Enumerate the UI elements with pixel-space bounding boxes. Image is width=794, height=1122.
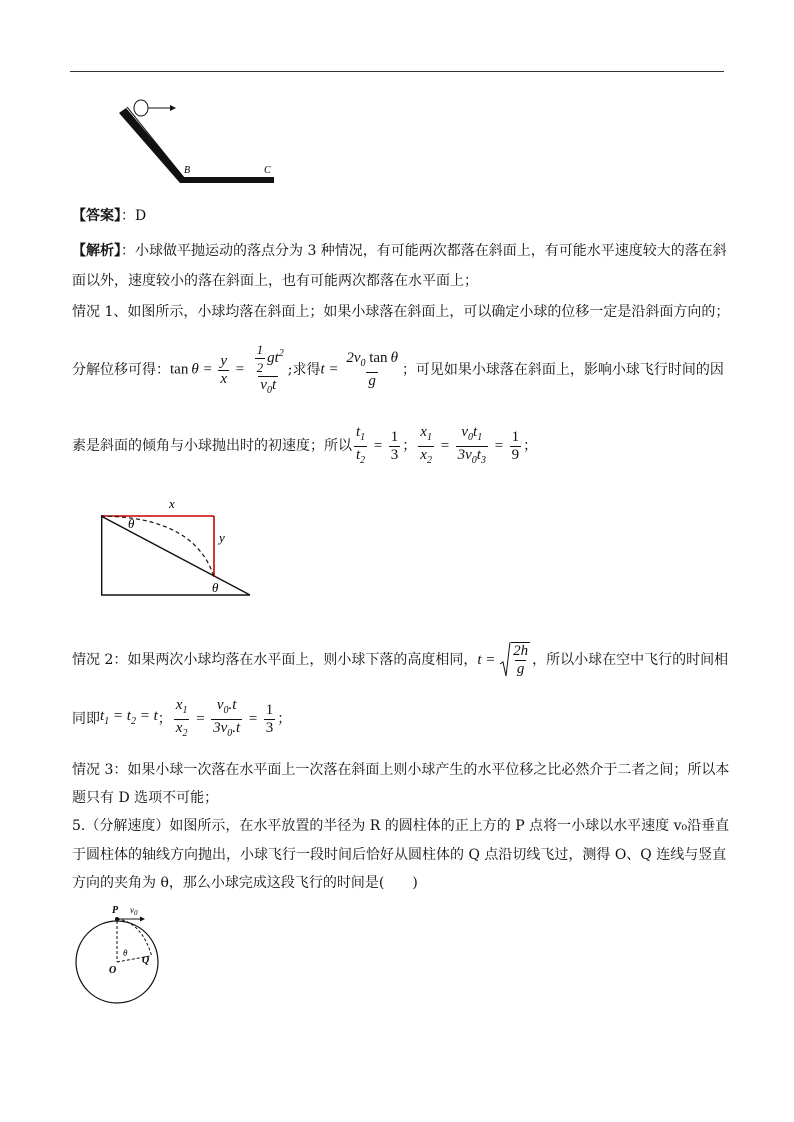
label-q: Q — [142, 955, 150, 966]
case1-ratio-line: 素是斜面的倾角与小球抛出时的初速度；所以 $\frac{t_1}{t_2}$ = $\frac{1}{3}$ ； $\frac{x_1}{x_2}$ = $\frac{v_0t_1}{3v_0t_3}$ = $\frac{1}{9}$ ； — [72, 424, 537, 468]
label-theta-bottom: θ — [212, 580, 219, 595]
formula-ratio-x: $\frac{x_1}{x_2}$ = $\frac{v_0t_1}{3v_0t_3}$ = $\frac{1}{9}$ — [416, 424, 523, 469]
q5-line-2: 于圆柱体的轴线方向抛出，小球飞行一段时间后恰好从圆柱体的 Q 点沿切线飞过，测得 O、Q 连线与竖直 — [72, 847, 727, 863]
analysis-label: 【解析】 — [72, 243, 121, 259]
case3-line-2: 题只有 D 选项不可能； — [72, 790, 219, 806]
analysis-line-2: 面以外，速度较小的落在斜面上，也有可能两次都落在水平面上； — [72, 273, 478, 289]
label-b: B — [184, 165, 191, 176]
case1-formula-line: 分解位移可得： tan θ = $\frac{y}{x}$ = $\frac{1}{2}$ $gt^2$ $v_0t$ ;求得 t = $\frac{2v_0 \tan \theta}{g}$ ；可见如果小球落在斜面上，影响小球飞行时间的因 — [72, 340, 724, 400]
label-theta-top: θ — [128, 516, 135, 531]
case2-line-2: 同即 $t_1 = t_2 = t$ ； $\frac{x_1}{x_2}$ = $\frac{v_0.t}{3v_0.t}$ = $\frac{1}{3}$ ； — [72, 699, 291, 739]
label-theta: θ — [123, 948, 128, 958]
q5-line-3: 方向的夹角为 θ，那么小球完成这段飞行的时间是( ) — [72, 875, 418, 891]
label-o: O — [109, 965, 117, 976]
case3-line-1: 情况 3：如果小球一次落在水平面上一次落在斜面上则小球产生的水平位移之比必然介于二者之间；所以本 — [72, 762, 730, 778]
formula-time: t = $\frac{2v_0 \tan \theta}{g}$ — [320, 350, 398, 389]
case1-line-1: 情况 1、如图所示，小球均落在斜面上；如果小球落在斜面上，可以确定小球的位移一定是沿斜面方向的； — [72, 304, 730, 320]
formula-tan: tan θ = $\frac{y}{x}$ = $\frac{1}{2}$ $gt^2$ $v_0t$ — [170, 341, 288, 399]
label-x: x — [169, 496, 175, 511]
label-v0: $v_0$ — [130, 905, 138, 917]
answer-line — [72, 206, 146, 226]
label-p: P — [112, 905, 119, 916]
formula-sqrt: t = $\frac{2h}{g}$ — [477, 643, 529, 677]
figure-ramp — [110, 95, 290, 190]
label-c: C — [264, 165, 271, 176]
answer-label: 【答案】 — [72, 208, 121, 224]
figure-incline-displacement — [95, 495, 260, 600]
formula-ratio-x2: $\frac{x_1}{x_2}$ = $\frac{v_0.t}{3v_0.t}$ = $\frac{1}{3}$ — [172, 697, 278, 742]
formula-ratio-t: $\frac{t_1}{t_2}$ = $\frac{1}{3}$ — [352, 424, 402, 469]
figure-cylinder — [70, 898, 170, 1010]
q5-line-1: 5.（分解速度）如图所示，在水平放置的半径为 R 的圆柱体的正上方的 P 点将一小球以水平速度 v₀沿垂直 — [72, 818, 730, 834]
analysis-line-1: 【解析】：小球做平抛运动的落点分为 3 种情况，有可能两次都落在斜面上，有可能水平速度较大的落在斜 — [72, 243, 727, 259]
label-y: y — [219, 530, 225, 545]
answer-value: ：D — [121, 208, 147, 224]
header-rule — [70, 71, 724, 72]
case2-line-1: 情况 2：如果两次小球均落在水平面上，则小球下落的高度相同， t = $\frac{2h}{g}$ ，所以小球在空中飞行的时间相 — [72, 640, 728, 680]
formula-equal-time: $t_1 = t_2 = t$ — [100, 708, 158, 727]
